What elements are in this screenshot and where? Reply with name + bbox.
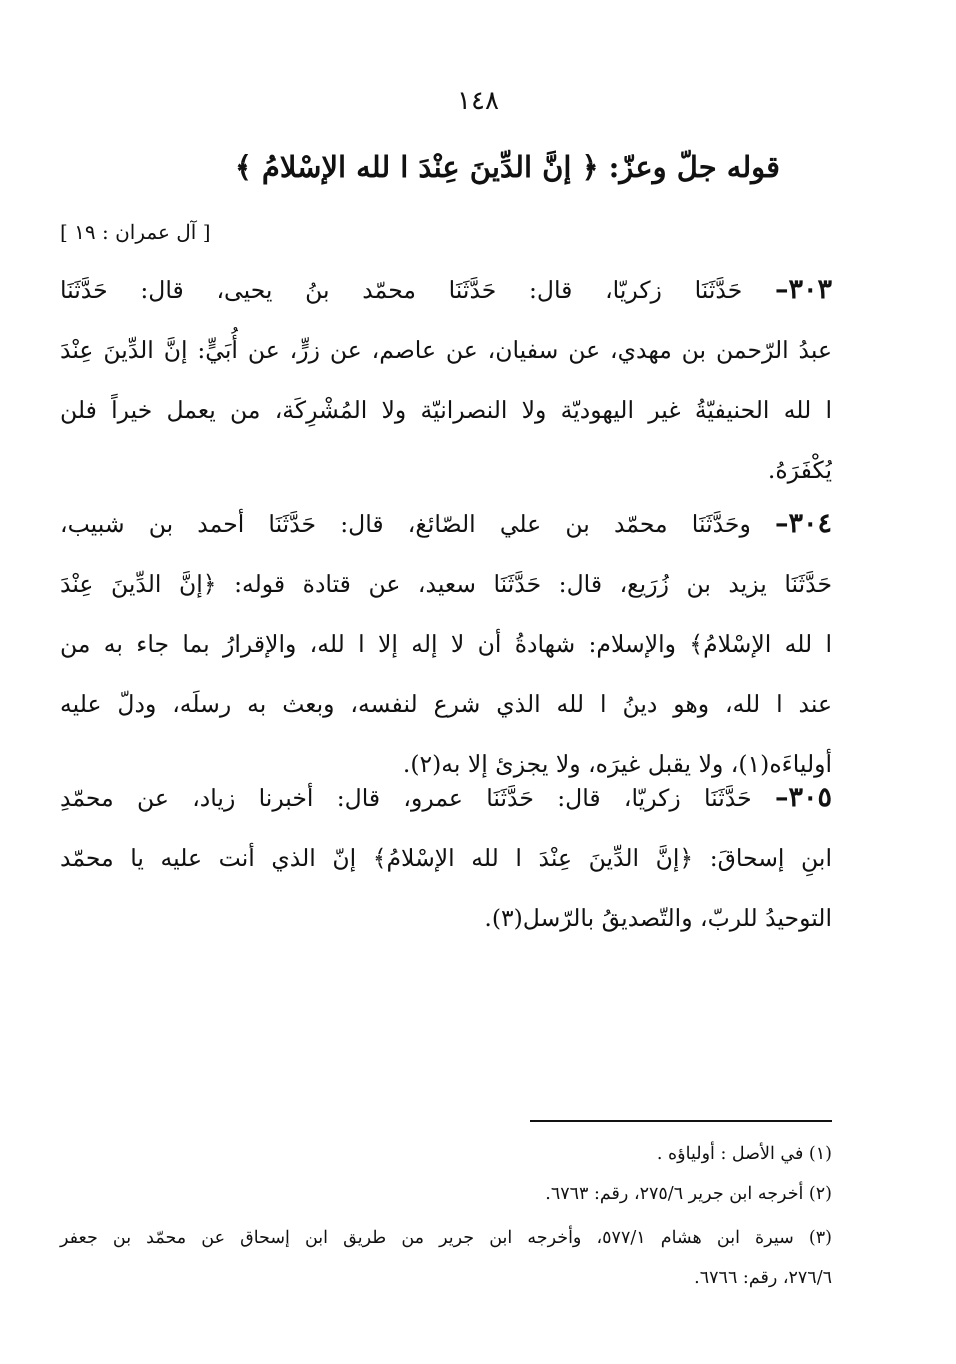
hadith-number: ٣٠٣– — [774, 274, 832, 305]
hadith-303 — [60, 260, 832, 500]
paragraph-line: عند ا لله، وهو دينُ ا لله الذي شرع لنفسه، وبعث به رسلَه، ودلّ عليه — [60, 690, 832, 718]
hadith-number: ٣٠٤– — [774, 508, 832, 539]
footnote-2: (٢) أخرجه ابن جرير ٢٧٥/٦، رقم: ٦٧٦٣. — [545, 1184, 832, 1204]
paragraph-line: عبدُ الرّحمن بن مهدي، عن سفيان، عن عاصم، عن زرٍّ، عن أُبَيٍّ: إنَّ الدِّينَ عِنْدَ — [60, 336, 832, 364]
footnote-1: (١) في الأصل : أولياؤه . — [656, 1144, 832, 1164]
line-text: حَدَّثَنَا زكريّا، قال: حَدَّثَنَا عمرو، قال: أخبرنا زياد، عن محمّدِ — [60, 784, 752, 812]
paragraph-line — [60, 768, 832, 828]
paragraph-line: ابنِ إسحاقَ: ﴿إنَّ الدِّينَ عِنْدَ ا لله الإسْلامُ﴾ إنّ الذي أنت عليه يا محمّد — [60, 844, 832, 872]
paragraph-line: التوحيدُ للربّ، والتّصديقُ بالرّسل(٣). — [484, 904, 832, 932]
paragraph-line: ا لله الحنيفيّةُ غير اليهوديّة ولا النصرانيّة ولا المُشْرِكَة، من يعمل خيراً فلن — [60, 396, 832, 424]
footnote-3: (٣) سيرة ابن هشام ٥٧٧/١، وأخرجه ابن جرير من طريق ابن إسحاق عن محمّد بن جعفر — [60, 1228, 832, 1248]
footnote-3-continuation: ٢٧٦/٦، رقم: ٦٧٦٦. — [694, 1268, 832, 1288]
paragraph-line — [60, 494, 832, 554]
page-number: ١٤٨ — [457, 86, 499, 116]
footnote-divider — [530, 1120, 832, 1122]
paragraph-line: يُكْفَرَهُ. — [767, 456, 832, 484]
paragraph-line: حَدَّثَنَا يزيد بن زُرَيع، قال: حَدَّثَنَا سعيد، عن قتادة قوله: ﴿إنَّ الدِّينَ عِنْدَ — [60, 570, 832, 598]
verse-reference: [ آل عمران : ١٩ ] — [60, 220, 211, 244]
hadith-number: ٣٠٥– — [774, 782, 832, 813]
hadith-305 — [60, 768, 832, 948]
paragraph-line: أولياءَه(١)، ولا يقبل غيرَه، ولا يجزئ إلا به(٢). — [402, 750, 832, 778]
line-text: وحَدَّثَنَا محمّد بن علي الصّائغ، قال: حَدَّثَنَا أحمد بن شبيب، — [60, 510, 751, 538]
line-text: حَدَّثَنَا زكريّا، قال: حَدَّثَنَا محمّد بنُ يحيى، قال: حَدَّثَنَا — [60, 276, 743, 304]
paragraph-line — [60, 260, 832, 320]
paragraph-line: ا لله الإسْلامُ﴾ والإسلام: شهادةُ أن لا إله إلا ا لله، والإقرارُ بما جاء به من — [60, 630, 832, 658]
hadith-304 — [60, 494, 832, 794]
section-heading: قوله جلّ وعزّ: ﴿ إنَّ الدِّينَ عِنْدَ ا لله الإسْلامُ ﴾ — [234, 150, 780, 184]
